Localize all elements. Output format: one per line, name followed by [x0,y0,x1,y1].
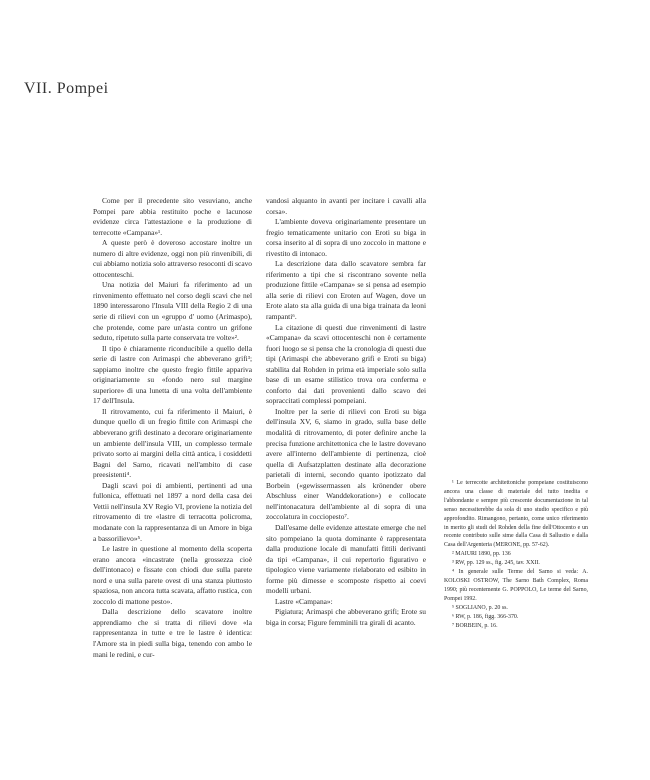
text-column-left [93,196,252,660]
paragraph: Le lastre in questione al momento della scoperta erano ancora «incastrate (nella grossezza cioè dell'intonaco) e fissate con chiodi due sulla parete nord e una sulla parete ovest di una stanza piuttosto spaziosa, non ancora tutta scavata, affatto rustica, con zoccolo di mattone pesto». [93,544,252,606]
footnote: ⁴ In generale sulle Terme del Sarno si veda: A. KOLOSKI OSTROW, The Sarno Bath Complex, Roma 1990; più recentemente G. POPPOLO, Le terme del Sarno, Pompei 1992. [444,569,588,602]
paragraph: A queste però è doveroso accostare inoltre un numero di altre evidenze, oggi non più rinvenibili, di cui abbiamo notizia solo attraverso resoconti di scavo ottocenteschi. [93,238,252,279]
footnotes-column [444,479,588,630]
footnote: ¹ Le terrecotte architettoniche pompeiane costituiscono ancora una classe di materiale del tutto inedita e l'abbondante e sempre più crescente documentazione in tal senso necessiterebbe da sola di uno studio specifico e più approfondito. Rimangono, pertanto, come unico riferimento in merito gli studi del Rohden della fine dell'Ottocento e un recente contributo sulle sime dalla Casa di Sallustio e dalla Casa dell'Argenteria (MERONE, pp. 57-62). [444,480,588,549]
paragraph: Inoltre per la serie di rilievi con Eroti su biga dell'insula XV, 6, siamo in grado, sulla base delle modalità di ritrovamento, di poter definire anche la precisa funzione architettonica che le lastre dovevano avere all'interno dell'ambiente di pertinenza, cioè quella di Aufsatzplatten destinate alla decorazione parietali di interni, secondo quanto ipotizzato dal Borbein («gewissermassen als krönender obere Abschluss einer Wanddekoration») e collocate nell'intonacatura dell'ambiente al di sopra di una zoccolatura in cocciopesto⁷. [266,406,426,522]
footnote: ³ RW, pp. 129 ss., fig. 245, tav. XXII. [452,560,540,567]
paragraph: Lastre «Campana»: [275,596,333,606]
footnote: ² MAIURI 1890, pp. 136 [452,551,511,558]
paragraph: Dall'esame delle evidenze attestate emerge che nel sito pompeiano la quota dominante è rappresentata dalla produzione locale di manufatti fittili derivanti da tipi «Campana», il cui repertorio figurativo e tipologico viene variamente rielaborato ed esibito in forme più dimesse e scomposte rispetto ai coevi modelli urbani. [266,522,426,596]
paragraph: L'ambiente doveva originariamente presentare un fregio tematicamente unitario con Eroti su biga in corsa inserito al di sopra di uno zoccolo in mattone e rivestito di intonaco. [266,217,426,258]
paragraph: Pigiatura; Arimaspi che abbeverano grifi; Erote su biga in corsa; Figure femminili tra girali di acanto. [266,607,426,627]
paragraph: Dalla descrizione dello scavatore inoltre apprendiamo che si tratta di rilievi dove «la rappresentanza in tutte e tre le lastre è identica: l'Amore sta in piedi sulla biga, tenendo con ambo le mani le redini, e cur- [93,607,252,659]
chapter-title: VII. Pompei [24,80,109,97]
paragraph: Il ritrovamento, cui fa riferimento il Maiuri, è dunque quello di un fregio fittile con Arimaspi che abbeverano grifi destinato a decorare originariamente un ambiente dell'insula VIII, un complesso termale privato sorto ai margini della città antica, i cosiddetti Bagni del Sarno, ricavati nell'ambito di case preesistenti⁴. [93,406,252,480]
paragraph: Il tipo è chiaramente riconducibile a quello della serie di lastre con Arimaspi che abbeverano grifi³; sappiamo inoltre che questo fregio fittile appariva originariamente su «fondo nero sul margine superiore» di una lunetta di una volta dell'ambiente 17 dell'Insula. [93,343,252,406]
paragraph: vandosi alquanto in avanti per incitare i cavalli alla corsa». [266,196,426,216]
paragraph: La citazione di questi due rinvenimenti di lastre «Campana» da scavi ottocenteschi non è certamente fuori luogo se si pensa che la cronologia di questi due tipi (Arimaspi che abbeverano grifi e Eroti su biga) stabilita dal Rohden in prima età imperiale solo sulla base di un esame stilistico trova ora conferma e conforto dai dati provenienti dallo scavo dei sopraccitati complessi pompeiani. [266,322,426,406]
footnote: ⁶ RW, p. 186, figg. 366-370. [452,613,519,620]
paragraph: La descrizione data dallo scavatore sembra far riferimento a tipi che si riscontrano sovente nella produzione fittile «Campana» se si pensa ad esempio alla serie di rilievi con Eroten auf Wagen, dove un Erote alato sta alla guida di una biga trainata da leoni rampanti⁶. [266,259,426,322]
text-column-middle [266,196,426,628]
paragraph: Una notizia del Maiuri fa riferimento ad un rinvenimento effettuato nel corso degli scavi che nel 1890 interessarono l'Insula VIII della Regio 2 di una serie di rilievi con un «gruppo d' uomo (Arimaspo), che protende, come pare un'asta contro un grifone seduto, ripetuto sulla parte conservata tre volte»². [93,280,252,343]
paragraph: Come per il precedente sito vesuviano, anche Pompei pare abbia restituito poche e lacunose evidenze circa l'attestazione e la produzione di terrecotte «Campana»¹. [93,196,252,237]
paragraph: Dagli scavi poi di ambienti, pertinenti ad una fullonica, effettuati nel 1897 a nord della casa dei Vettii nell'insula XV Regio VI, proviene la notizia del ritrovamento di tre «lastre di terracotta policroma, modanate con la rappresentanza di un Amore in biga a bassorilievo»⁵. [93,480,252,543]
footnote: ⁵ SOGLIANO, p. 20 ss. [452,604,508,611]
footnote: ⁷ BORBEIN, p. 16. [452,622,498,629]
